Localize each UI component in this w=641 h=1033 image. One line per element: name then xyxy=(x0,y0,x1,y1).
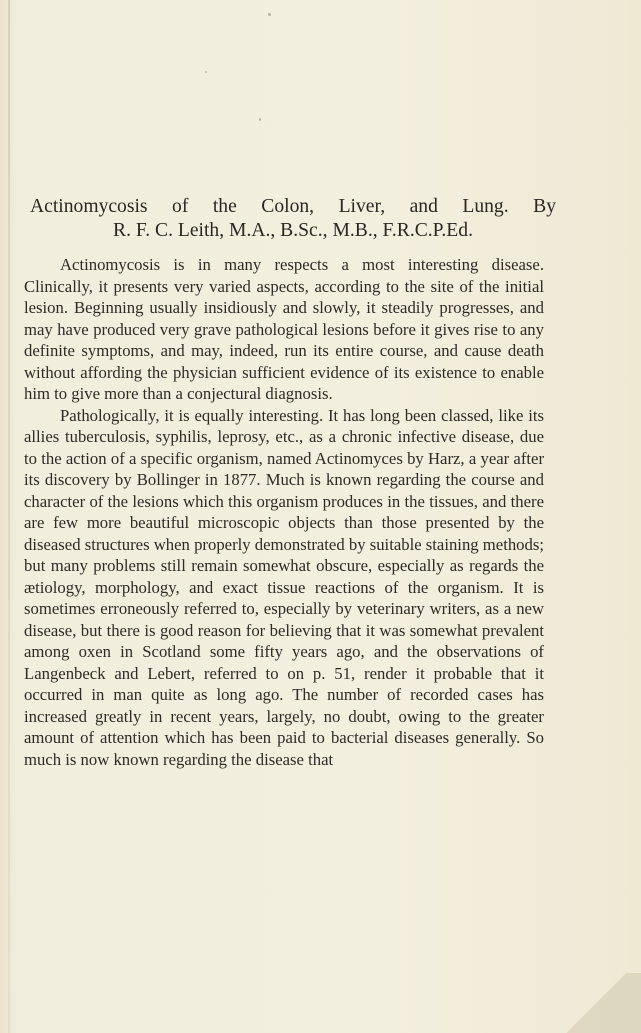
article-title xyxy=(30,195,556,243)
ink-speck xyxy=(268,13,271,16)
page-fold-shadow xyxy=(8,0,10,1033)
page-corner-shadow xyxy=(551,973,641,1033)
title-line-1: Actinomycosis of the Colon, Liver, and Lung. By xyxy=(30,196,556,217)
paragraph-1: Actinomycosis is in many respects a most interesting disease. Clinically, it presents very varied aspects, according to the site of the initial lesion. Beginning usually insidiously and slowly, it steadily progresses, and may have produced very grave pathological lesions before it gives rise to any definite symptoms, and may, indeed, run its entire course, and cause death without affording the physician sufficient evidence of its existence to enable him to give more than a conjectural diagnosis. xyxy=(24,255,544,403)
paragraph-2: Pathologically, it is equally interesting. It has long been classed, like its allies tuberculosis, syphilis, leprosy, etc., as a chronic infective disease, due to the action of a specific organism, named Actinomyces by Harz, a year after its discovery by Bollinger in 1877. Much is known regarding the course and character of the lesions which this organism produces in the tissues, and there are few more beautiful microscopic objects than those presented by the diseased structures when properly demonstrated by suitable staining methods; but many problems still remain somewhat obscure, especially as regards the ætiology, morphology, and exact tissue reactions of the organism. It is sometimes erroneously referred to, especially by veterinary writers, as a new disease, but there is good reason for believing that it was somewhat prevalent among oxen in Scotland some fifty years ago, and the observations of Langenbeck and Lebert, referred to on p. 51, render it probable that it occurred in man quite as long ago. The number of recorded cases has increased greatly in recent years, largely, no doubt, owing to the greater amount of attention which has been paid to bacterial diseases generally. So much is now known regarding the disease that xyxy=(24,405,544,769)
article-body xyxy=(24,254,544,770)
ink-speck xyxy=(259,118,261,121)
title-line-2: R. F. C. Leith, M.A., B.Sc., M.B., F.R.C.P.Ed. xyxy=(113,220,473,241)
ink-speck xyxy=(205,71,207,73)
